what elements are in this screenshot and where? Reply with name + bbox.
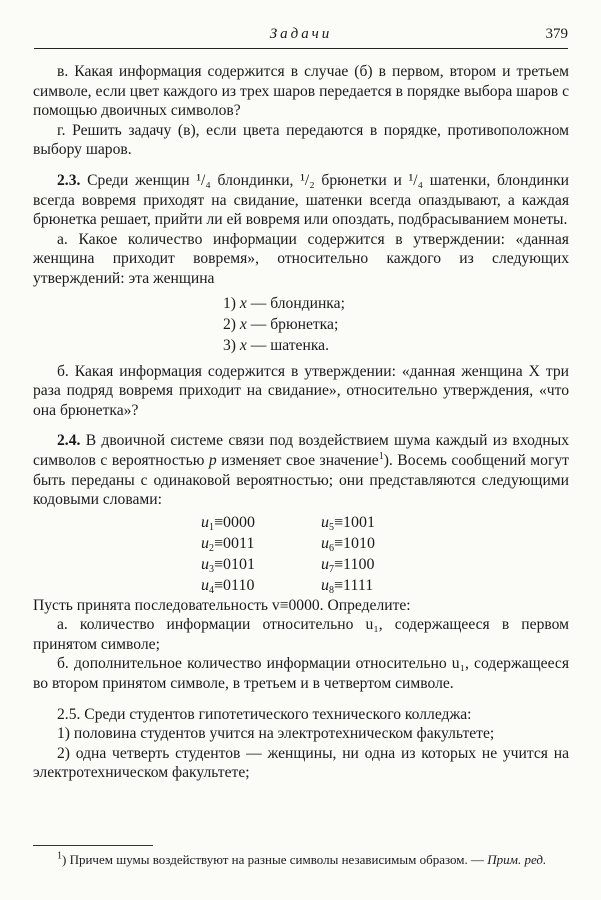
- problem-number: 2.4.: [57, 432, 81, 450]
- problem-2-4: [33, 431, 569, 509]
- problem-number: 2.3.: [57, 171, 81, 189]
- problem-text: изменяет свое значение: [216, 451, 379, 469]
- problem-2-5-intro: 2.5. Среди студентов гипотетического технического колледжа:: [57, 705, 472, 723]
- problem-2-4-part-b: б. дополнительное количество информации относительно u₁, содержащееся во втором принятом символе, в третьем и в четвертом символе.: [33, 655, 569, 693]
- problem-2-5-item-2: 2) одна четверть студентов — женщины, ни одна из которых не учится на электротехническом факультете;: [33, 744, 569, 782]
- list-item-number: 3): [223, 336, 236, 354]
- problem-text: Среди женщин ¹/₄ блондинки, ¹/₂ брюнетки и ¹/₄ шатенки, блондинки всегда вовремя приходят на свидание, шатенки всегда опаздывают, а каждая брюнетка решает, прийти ли ей вовремя или опоздать, подбрасыванием монеты.: [33, 171, 569, 229]
- problem-text: В двоичной системе связи под воздействием шума каждый из входных символов с вероятностью: [33, 432, 569, 469]
- codeword-table: [201, 512, 569, 596]
- list-item-text: — шатенка.: [246, 336, 329, 354]
- footnote-mark: 1: [57, 850, 62, 862]
- list-item: [33, 335, 569, 356]
- page-body: [33, 62, 569, 783]
- codeword: $u_5\equiv 1001$: [321, 513, 376, 533]
- page-number: 379: [545, 26, 568, 42]
- footnote-rule: [33, 845, 153, 846]
- list-item-number: 2): [223, 315, 236, 333]
- problem-2-3-part-b: б. Какая информация содержится в утверждении: «данная женщина X три раза подряд вовремя приходит на свидание», относительно утверждения, «что она брюнетка»?: [33, 362, 569, 419]
- codeword: $u_1\equiv 0000$: [201, 513, 256, 533]
- problem-2-5-item-1: 1) половина студентов учится на электротехническом факультете;: [57, 725, 495, 743]
- footnote-text: ) Причем шумы воздействуют на разные символы независимым образом. —: [62, 852, 488, 867]
- paragraph-v: в. Какая информация содержится в случае (б) в первом, втором и третьем символе, если цвет каждого из трех шаров передается в порядке выбора шаров с помощью двоичных символов?: [33, 63, 569, 120]
- list-item: [33, 314, 569, 335]
- codeword: $u_4\equiv 0110$: [201, 576, 255, 596]
- running-title: Задачи: [269, 26, 333, 42]
- codeword: $u_7\equiv 1100$: [321, 555, 375, 575]
- probability-variable: p: [208, 451, 217, 469]
- list-item-number: 1): [223, 294, 236, 312]
- paragraph-g: г. Решить задачу (в), если цвета передаются в порядке, противоположном выбору шаров.: [33, 121, 569, 159]
- list-item-text: — брюнетка;: [246, 315, 339, 333]
- editor-note: Прим. ред.: [487, 852, 547, 867]
- codeword: $u_3\equiv 0101$: [201, 555, 256, 575]
- problem-2-3-part-a: а. Какое количество информации содержится в утверждении: «данная женщина приходит вовремя», относительно каждого из следующих утверждений: эта женщина: [33, 230, 569, 287]
- problem-2-4-part-a: а. количество информации относительно u₁, содержащееся в первом принятом символе;: [33, 616, 569, 653]
- header-rule: [34, 48, 568, 49]
- list-item-variable: x: [239, 315, 247, 333]
- codeword: $u_8\equiv 1111$: [321, 576, 374, 596]
- statement-list: [33, 293, 569, 356]
- problem-text: ). Восемь сообщений могут быть переданы с одинаковой вероятностью; они представляются следующими кодовыми словами:: [33, 451, 569, 509]
- list-item-text: — блондинка;: [246, 294, 345, 312]
- footnote: [33, 851, 569, 868]
- list-item-variable: x: [239, 336, 247, 354]
- codeword: $u_6\equiv 1010$: [321, 534, 376, 554]
- footnote-reference: 1: [378, 450, 384, 462]
- codeword: $u_2\equiv 0011$: [201, 534, 255, 554]
- problem-2-3: [33, 171, 569, 230]
- list-item-variable: x: [239, 294, 247, 312]
- running-header: [34, 26, 568, 48]
- list-item: [33, 293, 569, 314]
- received-sequence: Пусть принята последовательность v≡0000. Определите:: [33, 596, 411, 614]
